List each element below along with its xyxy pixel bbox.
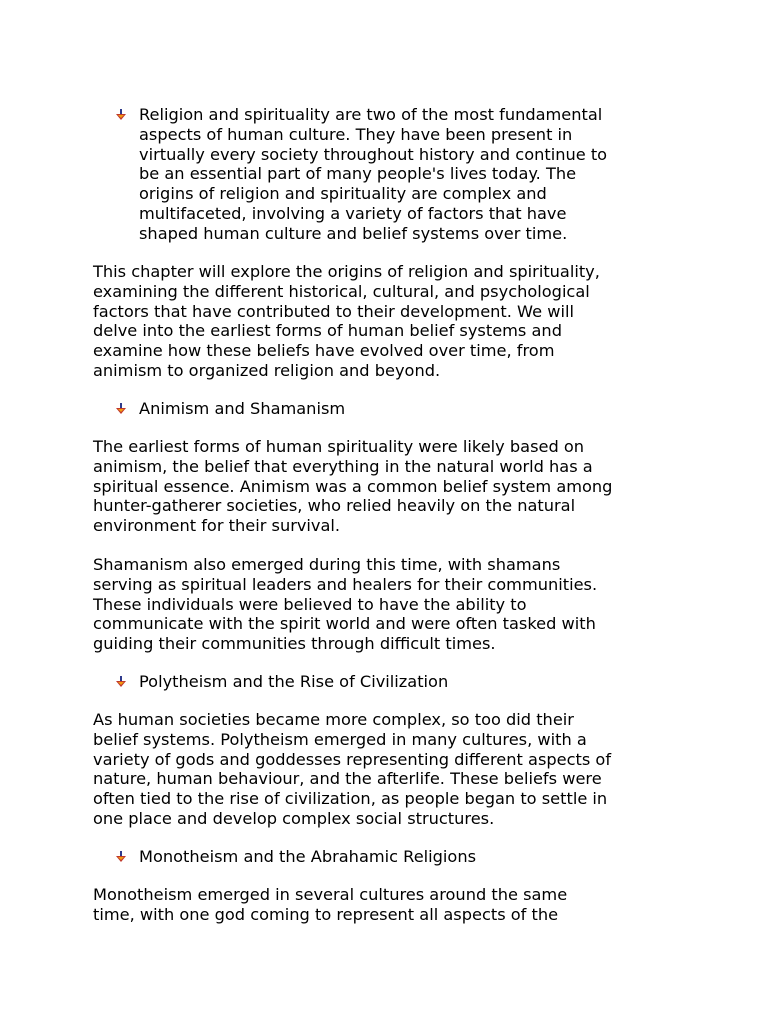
paragraph-animism: The earliest forms of human spirituality were likely based on animism, the belief that everything in the natural world has a spiritual essence. Animism was a common belief system among hunter-gatherer societies, who relied heavily on the natural environment for their survival.: [93, 437, 613, 536]
paragraph-monotheism: Monotheism emerged in several cultures around the same time, with one god coming to represent all aspects of the: [93, 885, 568, 924]
heading-monotheism: Monotheism and the Abrahamic Religions: [139, 847, 477, 866]
paragraph-polytheism: As human societies became more complex, so too did their belief systems. Polytheism emerged in many cultures, with a variety of gods and goddesses representing different aspects of nature, human behaviour, and the afterlife. These beliefs were often tied to the rise of civilization, as people began to settle in one place and develop complex social structures.: [93, 710, 612, 828]
arrow-down-bullet-icon: [115, 676, 127, 688]
bullet-text-intro: Religion and spirituality are two of the most fundamental aspects of human culture. They have been present in virtually every society throughout history and continue to be an essential part of many people's lives today. The origins of religion and spirituality are complex and multifaceted, involving a variety of factors that have shaped human culture and belief systems over time.: [139, 105, 608, 243]
arrow-down-bullet-icon: [115, 403, 127, 415]
paragraph-shamanism: Shamanism also emerged during this time, with shamans serving as spiritual leaders and healers for their communities. These individuals were believed to have the ability to communicate with the spirit world and were often tasked with guiding their communities through difficult times.: [93, 555, 598, 654]
arrow-down-bullet-icon: [115, 109, 127, 121]
heading-animism: Animism and Shamanism: [139, 399, 346, 418]
paragraph-chapter-overview: This chapter will explore the origins of religion and spirituality, examining the different historical, cultural, and psychological factors that have contributed to their development. We will delve into the earliest forms of human belief systems and examine how these beliefs have evolved over time, from animism to organized religion and beyond.: [93, 262, 600, 380]
arrow-down-bullet-icon: [115, 851, 127, 863]
heading-polytheism: Polytheism and the Rise of Civilization: [139, 672, 449, 691]
